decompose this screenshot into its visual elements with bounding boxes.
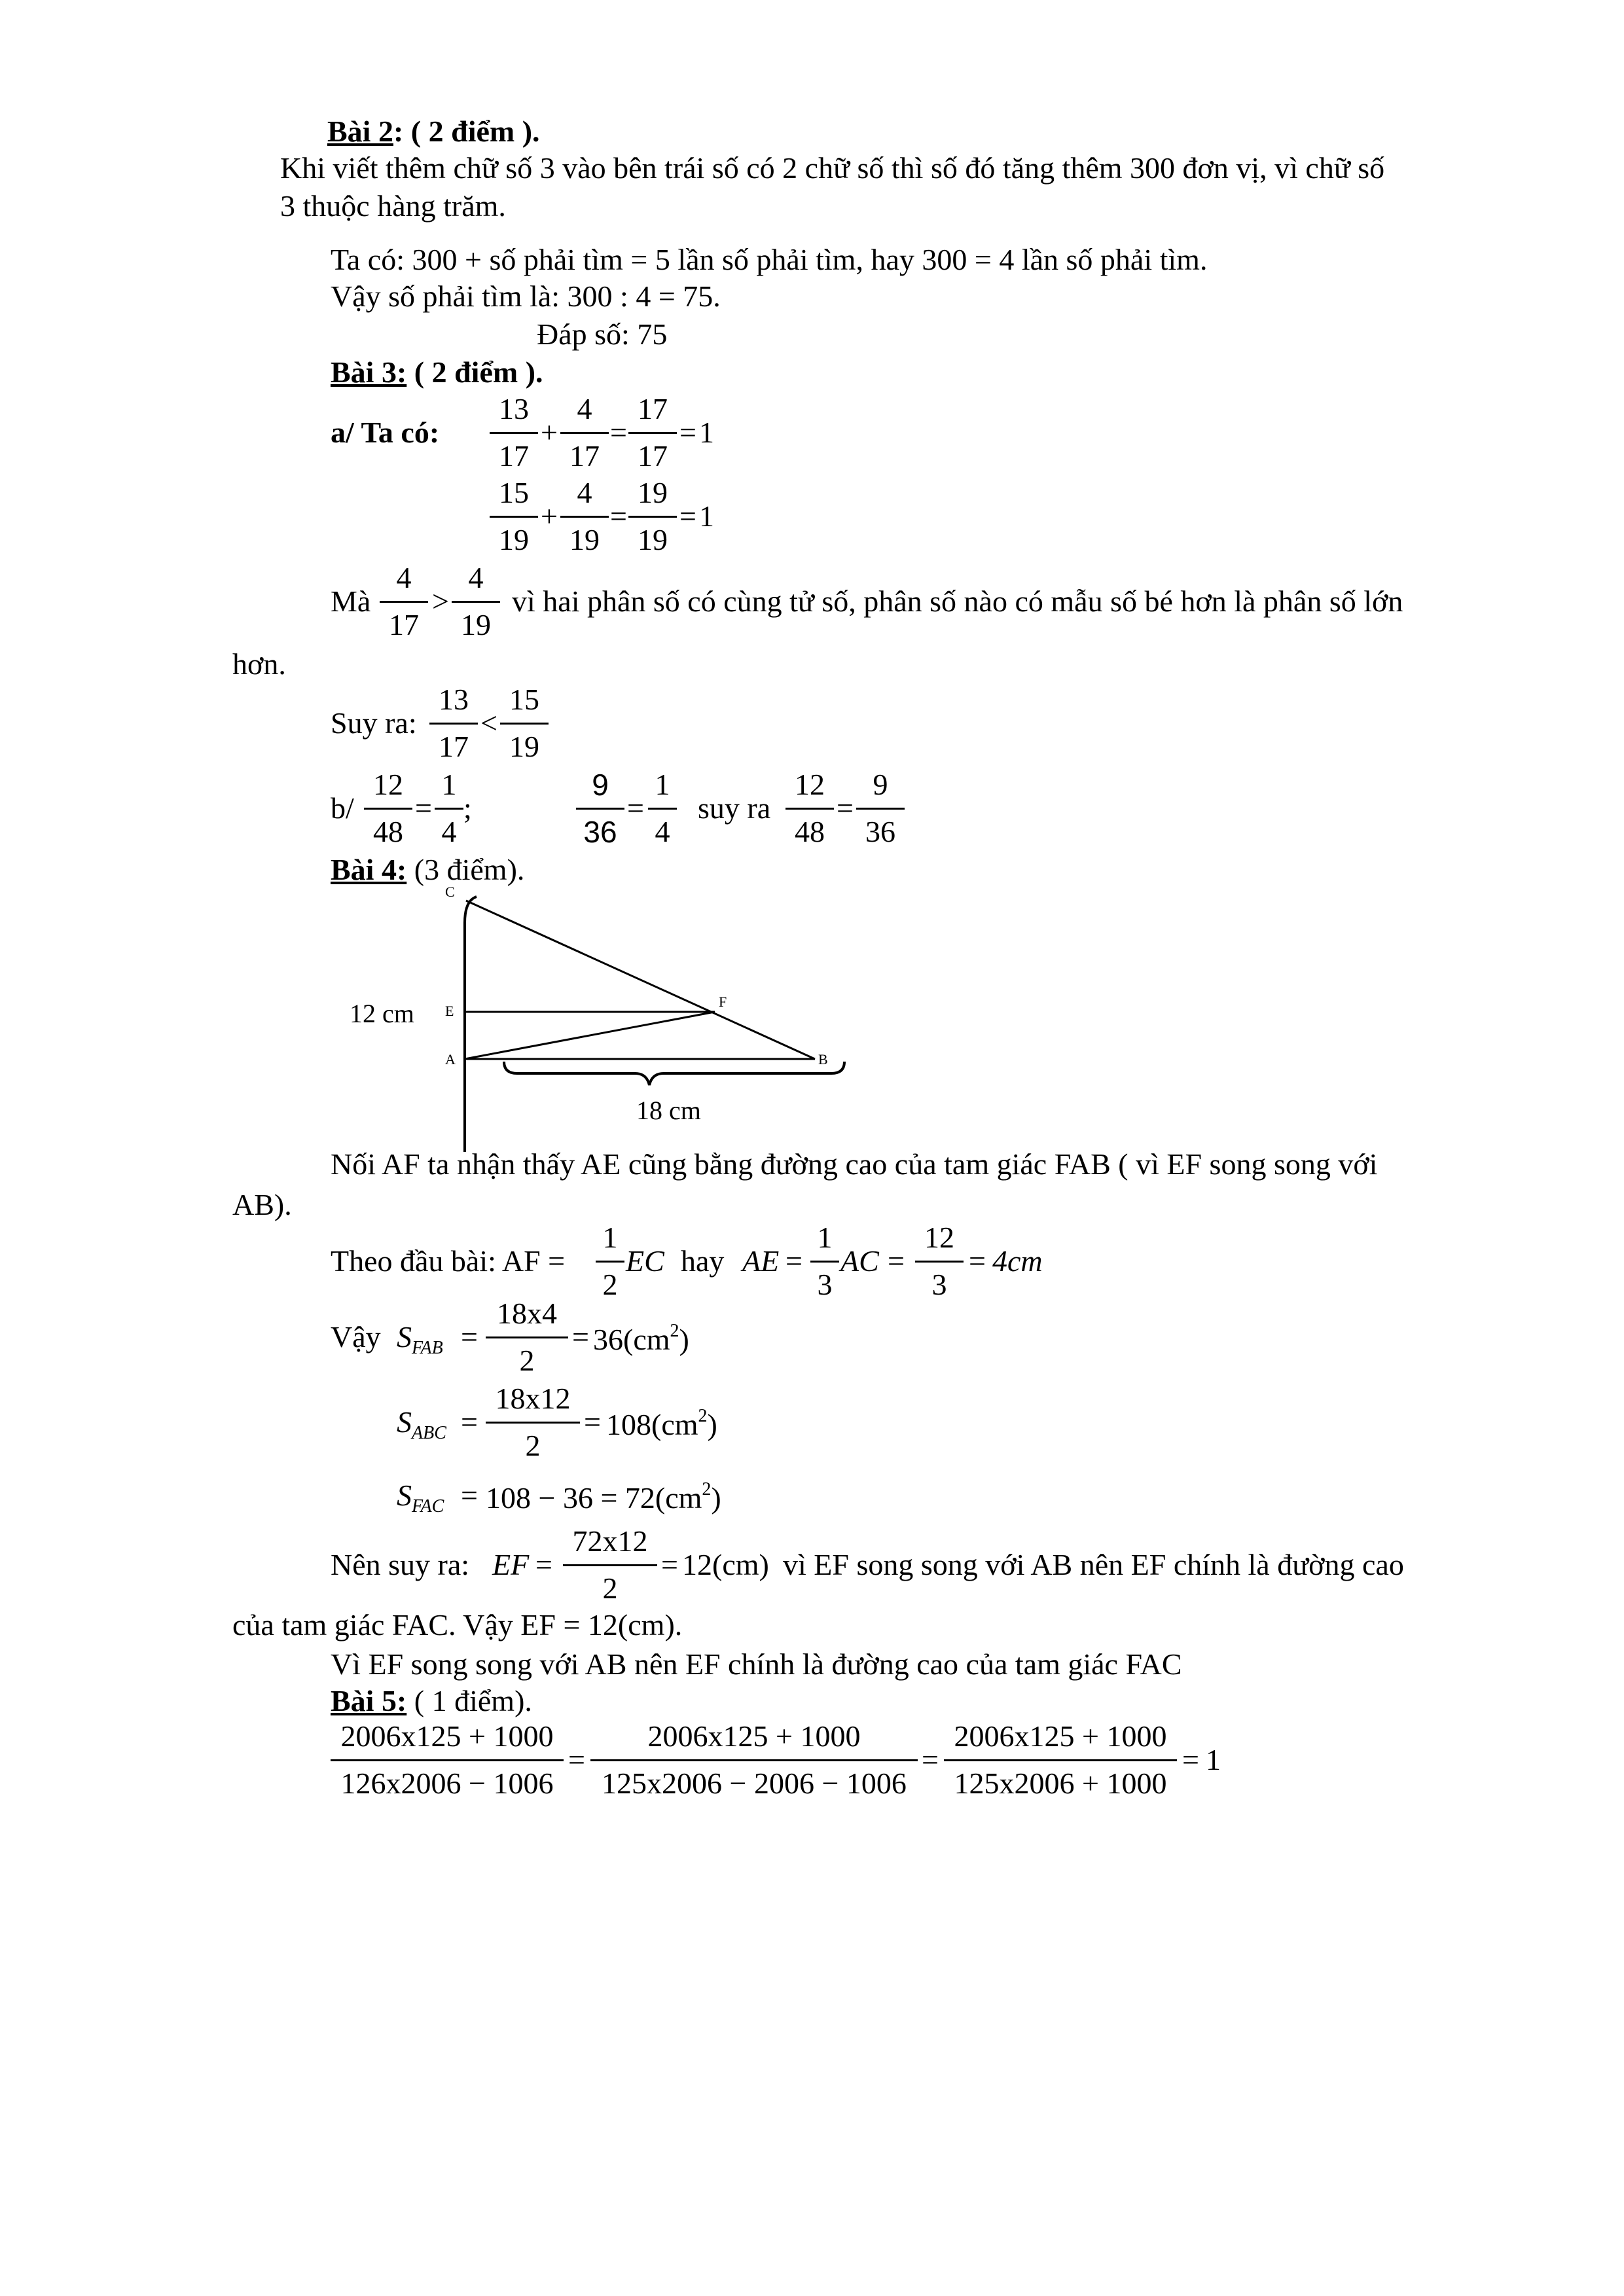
s-fab-subscript: FAB bbox=[412, 1338, 443, 1358]
line-af bbox=[465, 1012, 715, 1059]
close-paren: ) bbox=[711, 1481, 721, 1515]
label-f: F bbox=[719, 994, 727, 1010]
numerator: 13 bbox=[439, 683, 469, 716]
denominator: 2 bbox=[519, 1344, 535, 1377]
height-bracket bbox=[465, 897, 477, 1152]
label-a: A bbox=[445, 1051, 456, 1067]
bai2-line1: Khi viết thêm chữ số 3 vào bên trái số có 2 chữ số thì số đó tăng thêm 300 đơn vị, vì chữ số bbox=[280, 151, 1385, 185]
numerator: 12 bbox=[924, 1221, 954, 1254]
bai5-title: Bài 5: bbox=[331, 1684, 407, 1717]
numerator: 2006x125 + 1000 bbox=[954, 1719, 1167, 1753]
equals-sign: = bbox=[568, 1743, 585, 1776]
bai3-title: Bài 3: bbox=[331, 355, 407, 389]
greater-than-sign: > bbox=[432, 584, 449, 618]
semicolon: ; bbox=[463, 791, 472, 825]
denominator: 2 bbox=[602, 1268, 618, 1301]
denominator: 17 bbox=[638, 439, 668, 473]
numerator: 1 bbox=[655, 768, 670, 801]
height-label: 12 cm bbox=[350, 999, 414, 1028]
numerator: 4 bbox=[396, 561, 412, 594]
bai4-nen-text: vì EF song song với AB nên EF chính là đường cao bbox=[783, 1548, 1404, 1581]
equals-sign: = bbox=[661, 1548, 678, 1581]
numerator: 18x4 bbox=[497, 1297, 557, 1330]
s-fac-symbol: $S_{FAC}$ bbox=[397, 1479, 444, 1516]
equals-sign: = bbox=[837, 791, 854, 825]
label-e: E bbox=[445, 1003, 454, 1019]
denominator: 2 bbox=[525, 1429, 541, 1462]
base-brace bbox=[504, 1062, 844, 1085]
bai5-points: ( 1 điểm). bbox=[406, 1684, 532, 1717]
bai3-hon: hơn. bbox=[232, 647, 286, 681]
bai3-heading bbox=[331, 357, 543, 387]
numerator: 1 bbox=[441, 768, 457, 801]
equals-sign: = bbox=[461, 1405, 478, 1439]
plus-sign: + bbox=[541, 499, 558, 533]
line-cb bbox=[466, 901, 815, 1059]
equals-sign: = bbox=[461, 1479, 478, 1512]
bai4-noi-line2: AB). bbox=[232, 1188, 292, 1221]
plus-sign: + bbox=[541, 416, 558, 449]
bai3-ma-text: vì hai phân số có cùng tử số, phân số nào có mẫu số bé hơn là phân số lớn bbox=[512, 584, 1403, 618]
denominator: 4 bbox=[441, 815, 457, 848]
equals-sign: = bbox=[1182, 1743, 1199, 1776]
bai4-nen-result: 12(cm) bbox=[682, 1548, 769, 1581]
close-paren: ) bbox=[679, 1323, 689, 1356]
equals-sign: = bbox=[922, 1743, 939, 1776]
bai4-vay-label: Vậy bbox=[331, 1320, 381, 1354]
bai3-a-label: a/ Ta có: bbox=[331, 416, 440, 449]
denominator: 126x2006 − 1006 bbox=[340, 1767, 554, 1800]
bai2-line3: Ta có: 300 + số phải tìm = 5 lần số phải tìm, hay 300 = 4 lần số phải tìm. bbox=[331, 243, 1208, 276]
bai4-nen-ef: EF bbox=[492, 1548, 530, 1581]
s-fac-value: 108 − 36 = 72(cm bbox=[486, 1481, 702, 1515]
bai4-theo-ec: EC bbox=[626, 1244, 664, 1278]
numerator: 1 bbox=[817, 1221, 833, 1254]
bai4-title: Bài 4: bbox=[331, 853, 407, 886]
equals-sign: = bbox=[610, 499, 627, 533]
denominator: 3 bbox=[817, 1268, 833, 1301]
numerator: 15 bbox=[509, 683, 539, 716]
bai3-b-label: b/ bbox=[331, 791, 354, 825]
triangle-figure bbox=[327, 877, 877, 1152]
numerator: 4 bbox=[468, 561, 484, 594]
bai4-nen-line2: của tam giác FAC. Vậy EF = 12(cm). bbox=[232, 1608, 683, 1641]
denominator: 36 bbox=[583, 815, 617, 849]
numerator: 13 bbox=[499, 392, 529, 425]
denominator: 3 bbox=[931, 1268, 947, 1301]
squared: 2 bbox=[698, 1406, 708, 1426]
numerator: 19 bbox=[638, 476, 668, 509]
equals-sign: = bbox=[584, 1405, 601, 1439]
denominator: 2 bbox=[602, 1571, 618, 1605]
denominator: 36 bbox=[865, 815, 895, 848]
s-fac-expr bbox=[486, 1480, 721, 1513]
denominator: 19 bbox=[638, 523, 668, 556]
denominator: 48 bbox=[373, 815, 403, 848]
s-abc-value: 108(cm bbox=[606, 1408, 698, 1441]
numerator: 12 bbox=[373, 768, 403, 801]
denominator: 19 bbox=[499, 523, 529, 556]
numerator: 15 bbox=[499, 476, 529, 509]
bai3-eq2-result: 1 bbox=[699, 499, 714, 533]
numerator: 9 bbox=[873, 768, 888, 801]
bai4-noi-line1: Nối AF ta nhận thấy AE cũng bằng đường cao của tam giác FAB ( vì EF song song với bbox=[331, 1147, 1378, 1181]
bai4-theo-label: Theo đầu bài: AF = bbox=[331, 1244, 566, 1278]
numerator: 12 bbox=[795, 768, 825, 801]
numerator: 72x12 bbox=[572, 1524, 648, 1558]
bai3-eq1-result: 1 bbox=[699, 416, 714, 449]
numerator: 4 bbox=[577, 476, 592, 509]
denominator: 48 bbox=[795, 815, 825, 848]
equals-sign: = bbox=[679, 499, 696, 533]
bai3-b-suyra: suy ra bbox=[698, 791, 771, 825]
numerator: 18x12 bbox=[495, 1382, 571, 1415]
bai2-line2: 3 thuộc hàng trăm. bbox=[280, 189, 506, 223]
equals-sign: = bbox=[679, 416, 696, 449]
bai4-theo-ac: AC bbox=[840, 1244, 879, 1278]
bai2-points: : ( 2 điểm ). bbox=[393, 115, 540, 148]
bai5-heading bbox=[331, 1686, 532, 1716]
bai4-points: (3 điểm). bbox=[406, 853, 525, 886]
denominator: 17 bbox=[439, 730, 469, 763]
numerator: 1 bbox=[602, 1221, 618, 1254]
s-abc-subscript: ABC bbox=[412, 1423, 446, 1443]
bai4-nen-label: Nên suy ra: bbox=[331, 1548, 470, 1581]
bai2-answer: Đáp số: 75 bbox=[537, 317, 668, 351]
numerator: 2006x125 + 1000 bbox=[647, 1719, 861, 1753]
label-c: C bbox=[445, 884, 455, 900]
equals-sign: = bbox=[572, 1320, 589, 1354]
s-abc-result bbox=[606, 1407, 717, 1440]
equals-sign: = bbox=[785, 1244, 803, 1278]
squared: 2 bbox=[702, 1479, 712, 1499]
bai4-theo-ae: AE bbox=[742, 1244, 780, 1278]
denominator: 125x2006 − 2006 − 1006 bbox=[602, 1767, 907, 1800]
numerator: 4 bbox=[577, 392, 592, 425]
equals-sign: = bbox=[627, 791, 644, 825]
equals-sign: = bbox=[415, 791, 432, 825]
bai3-points: ( 2 điểm ). bbox=[406, 355, 543, 389]
bai2-title: Bài 2 bbox=[327, 115, 393, 148]
denominator: 17 bbox=[499, 439, 529, 473]
denominator: 17 bbox=[389, 608, 419, 641]
equals-sign: = bbox=[610, 416, 627, 449]
less-than-sign: < bbox=[480, 706, 497, 740]
denominator: 19 bbox=[461, 608, 491, 641]
base-label: 18 cm bbox=[636, 1096, 701, 1125]
equals-sign: = bbox=[888, 1244, 905, 1278]
numerator: 2006x125 + 1000 bbox=[340, 1719, 554, 1753]
bai3-ma-label: Mà bbox=[331, 584, 371, 618]
bai2-line4: Vậy số phải tìm là: 300 : 4 = 75. bbox=[331, 279, 721, 313]
s-fab-value: 36(cm bbox=[593, 1323, 670, 1356]
denominator: 125x2006 + 1000 bbox=[954, 1767, 1167, 1800]
bai2-heading bbox=[327, 117, 540, 147]
bai3-suyra-label: Suy ra: bbox=[331, 706, 417, 740]
denominator: 19 bbox=[569, 523, 600, 556]
equals-sign: = bbox=[969, 1244, 986, 1278]
close-paren: ) bbox=[707, 1408, 717, 1441]
s-fab-symbol: $S_{FAB}$ bbox=[397, 1320, 443, 1358]
s-fac-subscript: FAC bbox=[412, 1496, 444, 1516]
denominator: 17 bbox=[569, 439, 600, 473]
bai5-result: 1 bbox=[1206, 1743, 1221, 1776]
numerator: 9 bbox=[592, 768, 609, 802]
bai4-theo-hay: hay bbox=[681, 1244, 725, 1278]
numerator: 17 bbox=[638, 392, 668, 425]
bai4-vi-line: Vì EF song song với AB nên EF chính là đường cao của tam giác FAC bbox=[331, 1647, 1182, 1681]
equals-sign: = bbox=[535, 1548, 552, 1581]
s-abc-symbol: $S_{ABC}$ bbox=[397, 1405, 446, 1443]
denominator: 19 bbox=[509, 730, 539, 763]
equals-sign: = bbox=[461, 1320, 478, 1354]
s-fab-result bbox=[593, 1322, 689, 1355]
denominator: 4 bbox=[655, 815, 670, 848]
squared: 2 bbox=[670, 1321, 679, 1341]
label-b: B bbox=[818, 1051, 828, 1067]
bai4-theo-result: 4cm bbox=[992, 1244, 1043, 1278]
